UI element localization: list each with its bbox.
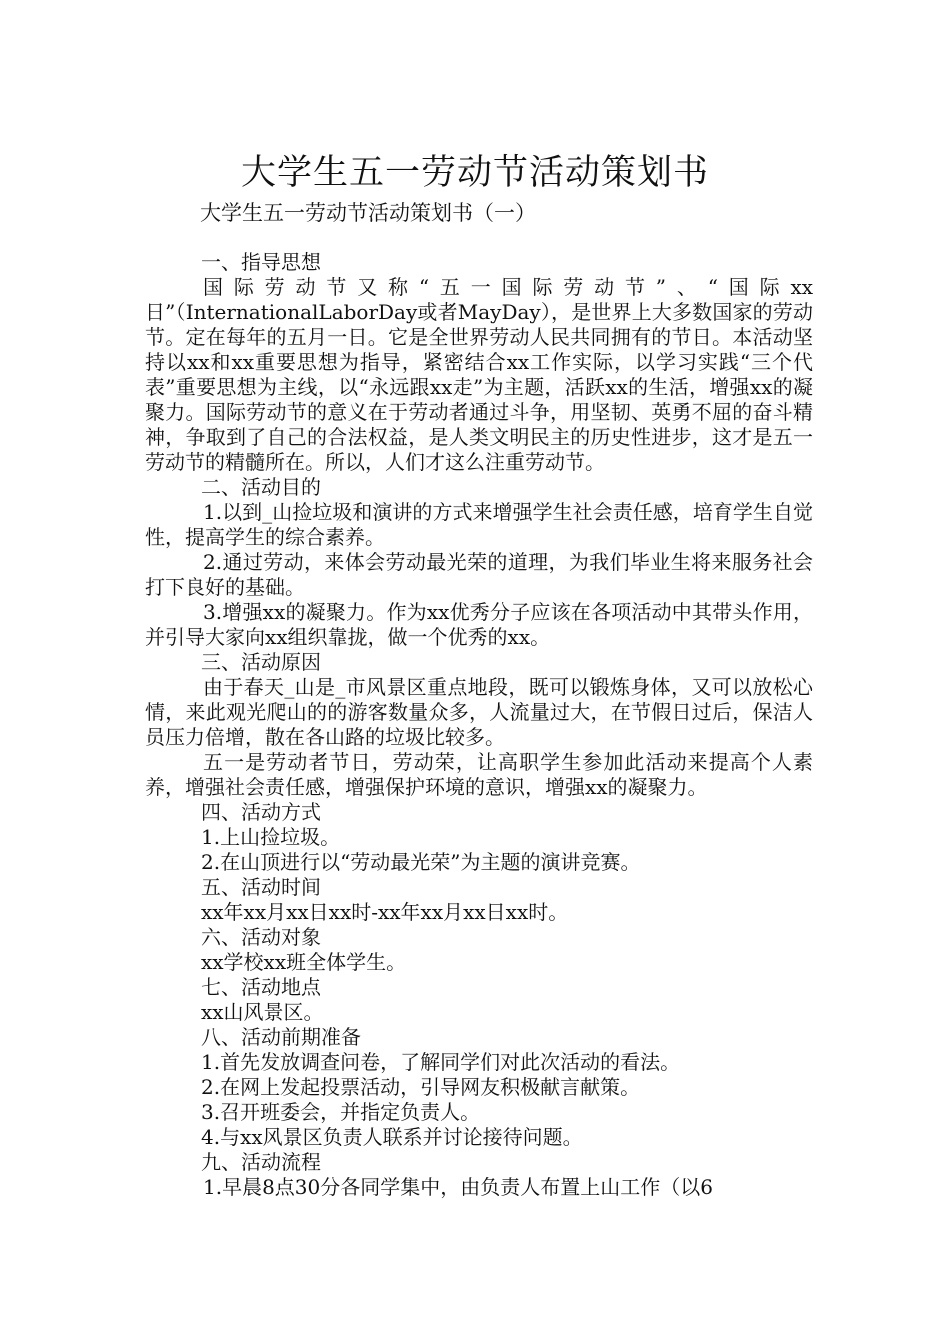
process-item-1: 1.早晨8点30分各同学集中，由负责人布置上山工作（以6 (203, 1175, 713, 1199)
document-body (145, 250, 813, 1200)
purpose-item-3: 3.增强xx的凝聚力。作为xx优秀分子应该在各项活动中其带头作用，并引导大家向xx组织靠拢，做一个优秀的xx。 (145, 600, 813, 649)
section-heading-purpose: 二、活动目的 (201, 475, 321, 499)
section-heading-process: 九、活动流程 (201, 1150, 321, 1174)
method-item-2: 2.在山顶进行以“劳动最光荣”为主题的演讲竞赛。 (201, 850, 641, 874)
section-heading-method: 四、活动方式 (201, 800, 321, 824)
section-heading-preparation: 八、活动前期准备 (201, 1025, 361, 1049)
purpose-item-2: 2.通过劳动，来体会劳动最光荣的道理，为我们毕业生将来服务社会打下良好的基础。 (145, 550, 813, 599)
preparation-item-1: 1.首先发放调查问卷，了解同学们对此次活动的看法。 (201, 1050, 681, 1074)
location-text: xx山风景区。 (201, 1000, 324, 1024)
section-heading-location: 七、活动地点 (201, 975, 321, 999)
preparation-item-4: 4.与xx风景区负责人联系并讨论接待问题。 (201, 1125, 583, 1149)
preparation-item-3: 3.召开班委会，并指定负责人。 (201, 1100, 481, 1124)
time-text: xx年xx月xx日xx时-xx年xx月xx日xx时。 (201, 900, 569, 924)
section-heading-guiding-thought: 一、指导思想 (201, 250, 321, 274)
purpose-item-1: 1.以到_山捡垃圾和演讲的方式来增强学生社会责任感，培育学生自觉性，提高学生的综合素养。 (145, 500, 813, 549)
document-subtitle: 大学生五一劳动节活动策划书（一） (200, 201, 536, 225)
section-heading-time: 五、活动时间 (201, 875, 321, 899)
section-heading-audience: 六、活动对象 (201, 925, 321, 949)
reason-paragraph-1: 由于春天_山是_市风景区重点地段，既可以锻炼身体，又可以放松心情，来此观光爬山的的游客数量众多，人流量过大，在节假日过后，保洁人员压力倍增，散在各山路的垃圾比较多。 (145, 675, 813, 749)
reason-paragraph-2: 五一是劳动者节日，劳动荣，让高职学生参加此活动来提高个人素养，增强社会责任感，增强保护环境的意识，增强xx的凝聚力。 (145, 750, 813, 799)
audience-text: xx学校xx班全体学生。 (201, 950, 407, 974)
method-item-1: 1.上山捡垃圾。 (201, 825, 341, 849)
paragraph-guiding-thought: 国际劳动节又称“五一国际劳动节”、“国际xx日”（InternationalLaborDay或者MayDay），是世界上大多数国家的劳动节。定在每年的五月一日。它是全世界劳动人民共同拥有的节日。本活动坚持以xx和xx重要思想为指导，紧密结合xx工作实际，以学习实践“三个代表”重要思想为主线，以“永远跟xx走”为主题，活跃xx的生活，增强xx的凝聚力。国际劳动节的意义在于劳动者通过斗争，用坚韧、英勇不屈的奋斗精神，争取到了自己的合法权益，是人类文明民主的历史性进步，这才是五一劳动节的精髓所在。所以，人们才这么注重劳动节。 (145, 275, 813, 474)
preparation-item-2: 2.在网上发起投票活动，引导网友积极献言献策。 (201, 1075, 641, 1099)
section-heading-reason: 三、活动原因 (201, 650, 321, 674)
document-title: 大学生五一劳动节活动策划书 (240, 153, 709, 194)
